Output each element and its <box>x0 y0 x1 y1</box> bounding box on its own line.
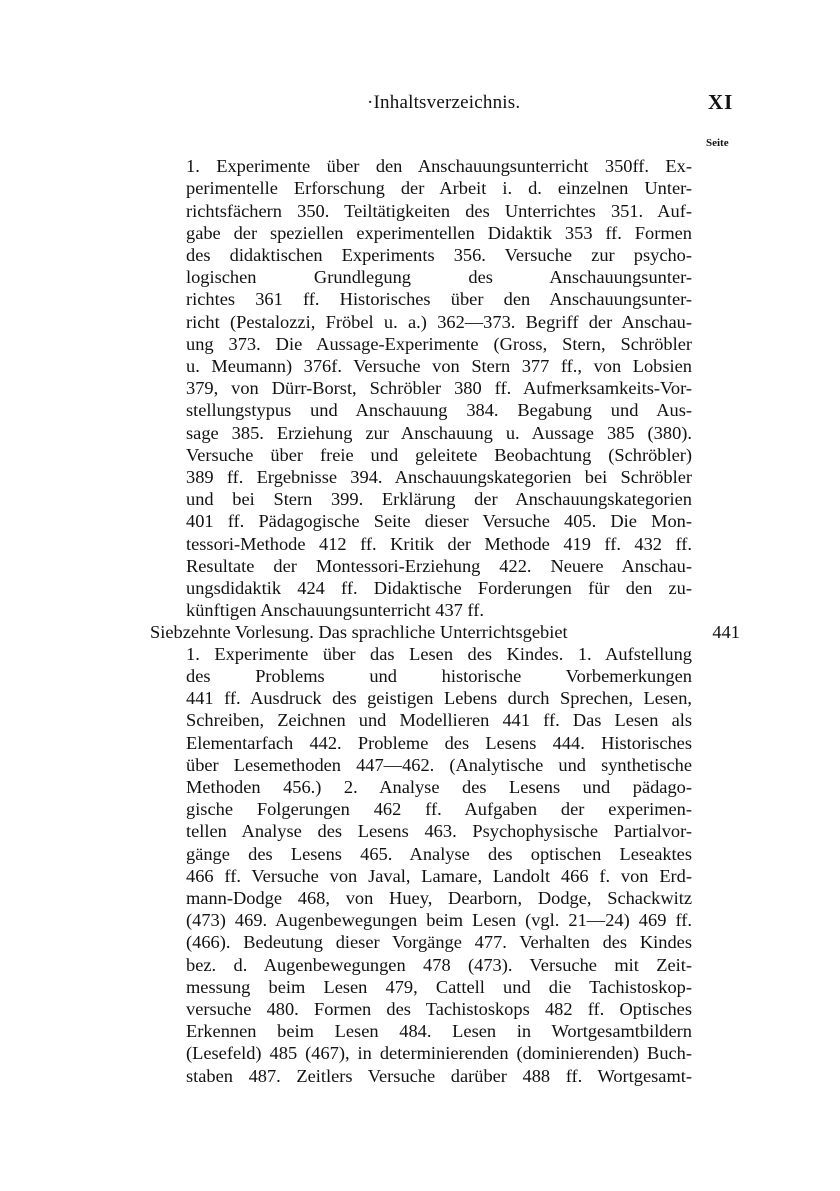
toc-text-line: 1. Experimente über das Lesen des Kindes. 1. Aufstellung <box>186 644 692 664</box>
toc-text-line: tessori-Methode 412 ff. Kritik der Methode 419 ff. 432 ff. <box>186 534 692 554</box>
toc-text-line: über Lesemethoden 447—462. (Analytische und synthetische <box>186 755 692 775</box>
toc-text-line: Versuche über freie und geleitete Beobachtung (Schröbler) <box>186 445 692 465</box>
toc-text-line: (Lesefeld) 485 (467), in determinierenden (dominierenden) Buch- <box>186 1043 692 1063</box>
toc-text-line: (466). Bedeutung dieser Vorgänge 477. Verhalten des Kindes <box>186 932 692 952</box>
toc-text-line: Schreiben, Zeichnen und Modellieren 441 ff. Das Lesen als <box>186 710 692 730</box>
toc-text-line: ung 373. Die Aussage-Experimente (Gross, Stern, Schröbler <box>186 334 692 354</box>
page-number: XI <box>708 90 734 114</box>
toc-text-line: (473) 469. Augenbewegungen beim Lesen (vgl. 21—24) 469 ff. <box>186 910 692 930</box>
toc-text-line: 466 ff. Versuche von Javal, Lamare, Landolt 466 f. von Erd- <box>186 866 692 886</box>
toc-text-line: Erkennen beim Lesen 484. Lesen in Wortgesamtbildern <box>186 1021 692 1041</box>
toc-text-line: Methoden 456.) 2. Analyse des Lesens und pädago- <box>186 777 692 797</box>
toc-text-line: stellungstypus und Anschauung 384. Begabung und Aus- <box>186 400 692 420</box>
toc-text-line: ungsdidaktik 424 ff. Didaktische Forderungen für den zu- <box>186 578 692 598</box>
toc-text-line: logischen Grundlegung des Anschauungsunter- <box>186 267 692 287</box>
toc-text-line: versuche 480. Formen des Tachistoskops 482 ff. Optisches <box>186 999 692 1019</box>
toc-text-line: Resultate der Montessori-Erziehung 422. Neuere Anschau- <box>186 556 692 576</box>
toc-text-line: richt (Pestalozzi, Fröbel u. a.) 362—373. Begriff der Anschau- <box>186 312 692 332</box>
toc-text-line: richtes 361 ff. Historisches über den Anschauungsunter- <box>186 289 692 309</box>
toc-text-line: 379, von Dürr-Borst, Schröbler 380 ff. Aufmerksamkeits-Vor- <box>186 378 692 398</box>
toc-text-line: gänge des Lesens 465. Analyse des optischen Leseaktes <box>186 844 692 864</box>
toc-text-line: messung beim Lesen 479, Cattell und die Tachistoskop- <box>186 977 692 997</box>
toc-text-line: 1. Experimente über den Anschauungsunterricht 350ff. Ex- <box>186 156 692 176</box>
toc-text-line: tellen Analyse des Lesens 463. Psychophysische Partialvor- <box>186 821 692 841</box>
chapter-page-number: 441 <box>712 622 740 642</box>
chapter-title: Siebzehnte Vorlesung. Das sprachliche Unterrichtsgebiet <box>150 622 568 642</box>
running-header-title: ·Inhaltsverzeichnis. <box>367 92 521 113</box>
toc-text-line: bez. d. Augenbewegungen 478 (473). Versuche mit Zeit- <box>186 955 692 975</box>
toc-text-line: mann-Dodge 468, von Huey, Dearborn, Dodge, Schackwitz <box>186 888 692 908</box>
toc-text-line: staben 487. Zeitlers Versuche darüber 488 ff. Wortgesamt- <box>186 1066 692 1086</box>
toc-text-line: und bei Stern 399. Erklärung der Anschauungskategorien <box>186 489 692 509</box>
toc-text-line: des didaktischen Experiments 356. Versuche zur psycho- <box>186 245 692 265</box>
toc-text-line: perimentelle Erforschung der Arbeit i. d. einzelnen Unter- <box>186 178 692 198</box>
toc-text-line: des Problems und historische Vorbemerkungen <box>186 666 692 686</box>
toc-text-line: künftigen Anschauungsunterricht 437 ff. <box>186 600 484 620</box>
toc-text-line: u. Meumann) 376f. Versuche von Stern 377 ff., von Lobsien <box>186 356 692 376</box>
toc-text-line: 389 ff. Ergebnisse 394. Anschauungskategorien bei Schröbler <box>186 467 692 487</box>
toc-text-line: sage 385. Erziehung zur Anschauung u. Aussage 385 (380). <box>186 423 692 443</box>
toc-text-line: gische Folgerungen 462 ff. Aufgaben der experimen- <box>186 799 692 819</box>
toc-text-line: Elementarfach 442. Probleme des Lesens 444. Historisches <box>186 733 692 753</box>
seite-column-label: Seite <box>706 137 729 149</box>
toc-text-line: gabe der speziellen experimentellen Didaktik 353 ff. Formen <box>186 223 692 243</box>
toc-text-line: 401 ff. Pädagogische Seite dieser Versuche 405. Die Mon- <box>186 511 692 531</box>
toc-text-line: richtsfächern 350. Teiltätigkeiten des Unterrichtes 351. Auf- <box>186 201 692 221</box>
toc-chapter-entry <box>150 621 740 643</box>
toc-text-line: 441 ff. Ausdruck des geistigen Lebens durch Sprechen, Lesen, <box>186 688 692 708</box>
